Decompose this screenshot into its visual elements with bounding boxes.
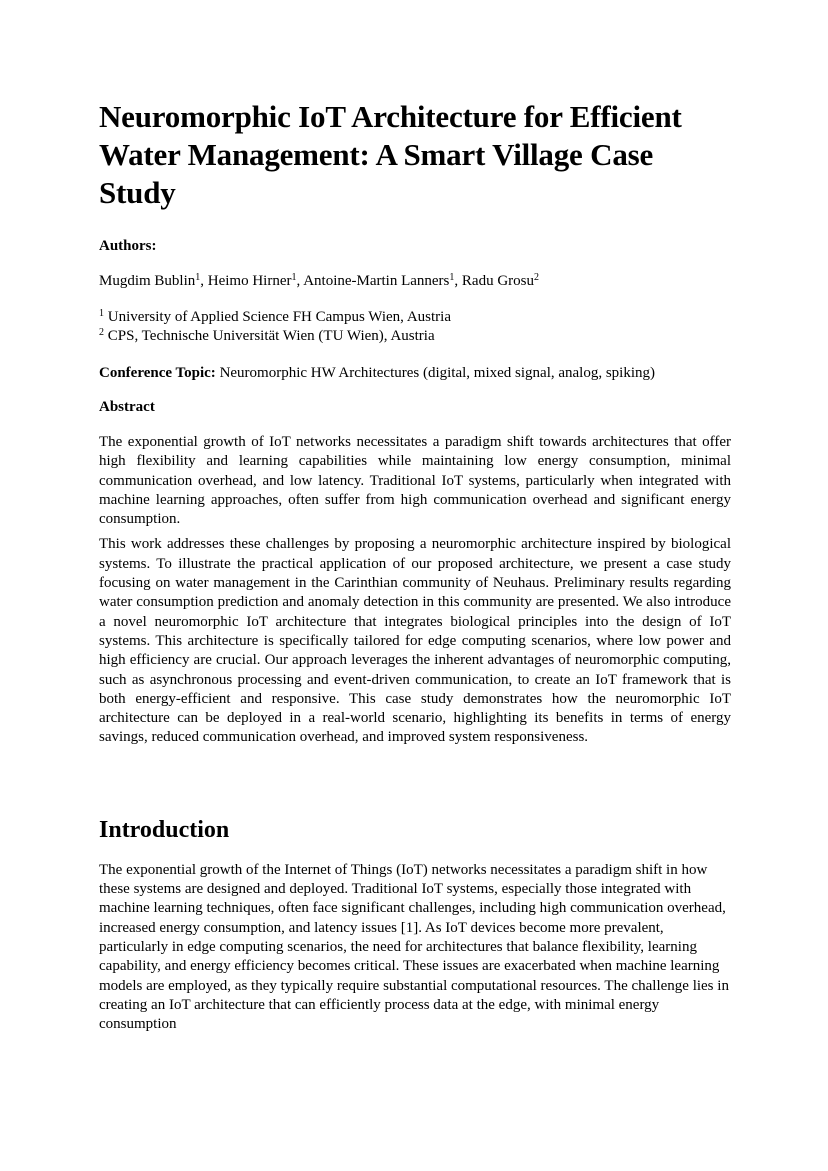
conference-topic-label: Conference Topic: [99, 365, 216, 381]
author-name: Heimo Hirner [207, 273, 292, 289]
author-affiliation-marker: 1 [449, 272, 455, 283]
affiliation-item [99, 308, 731, 327]
author-name: Mugdim Bublin [99, 273, 196, 289]
author-list: Mugdim Bublin$^1$, Heimo Hirner$^1$, Antoine-Martin Lanners$^1$, Radu Grosu$^2$ [99, 272, 539, 289]
affiliation-text: CPS, Technische Universität Wien (TU Wien), Austria [107, 328, 435, 344]
abstract-paragraph: This work addresses these challenges by proposing a neuromorphic architecture inspired by biological systems. To illustrate the practical application of our proposed architecture, we present a case study focusing on water management in the Carinthian community of Neuhaus. Preliminary results regarding water consumption prediction and anomaly detection in this community are presented. We also introduce a novel neuromorphic IoT architecture that integrates biological principles into the design of IoT systems. This architecture is specifically tailored for edge computing scenarios, where low power and high efficiency are crucial. Our approach leverages the inherent advantages of neuromorphic computing, such as asynchronous processing and event-driven communication, to create an IoT framework that is both energy-efficient and responsive. This case study demonstrates how the neuromorphic IoT architecture can be deployed in a real-world scenario, highlighting its benefits in terms of energy savings, reduced communication overhead, and improved system responsiveness. [99, 536, 731, 746]
affiliation-marker: 2 [99, 327, 104, 338]
affiliation-item [99, 327, 731, 346]
introduction-paragraph: The exponential growth of the Internet of Things (IoT) networks necessitates a paradigm shift in how these systems are designed and deployed. Traditional IoT systems, especially those integrated with machine learning techniques, often face significant challenges, including high communication overhead, increased energy consumption, and latency issues [1]. As IoT devices become more prevalent, particularly in edge computing scenarios, the need for architectures that balance flexibility, learning capability, and energy efficiency becomes critical. These issues are exacerbated when machine learning models are employed, as they typically require substantial computational resources. The challenge lies in creating an IoT architecture that can efficiently process data at the edge, with minimal energy consumption [99, 861, 729, 1033]
authors-heading: Authors: [99, 238, 157, 254]
author-affiliation-marker: 2 [533, 272, 539, 283]
conference-topic [99, 364, 731, 383]
author-affiliation-marker: 1 [195, 272, 201, 283]
conference-topic-value: Neuromorphic HW Architectures (digital, mixed signal, analog, spiking) [219, 365, 656, 381]
abstract-paragraph: The exponential growth of IoT networks necessitates a paradigm shift towards architectures that offer high flexibility and learning capabilities while maintaining low energy consumption, minimal communication overhead, and low latency. Traditional IoT systems, particularly when integrated with machine learning approaches, often suffer from high communication overhead and significant energy consumption. [99, 434, 731, 528]
affiliation-marker: 1 [99, 308, 104, 319]
paper-page [99, 98, 731, 1034]
introduction-heading: Introduction [99, 816, 230, 843]
affiliation-list [99, 308, 731, 346]
affiliation-text: University of Applied Science FH Campus Wien, Austria [107, 309, 451, 325]
author-affiliation-marker: 1 [291, 272, 297, 283]
paper-title: Neuromorphic IoT Architecture for Efficient Water Management: A Smart Village Case Study [99, 99, 682, 210]
abstract-heading: Abstract [99, 399, 155, 415]
author-name: Antoine-Martin Lanners [303, 273, 450, 289]
author-name: Radu Grosu [461, 273, 534, 289]
